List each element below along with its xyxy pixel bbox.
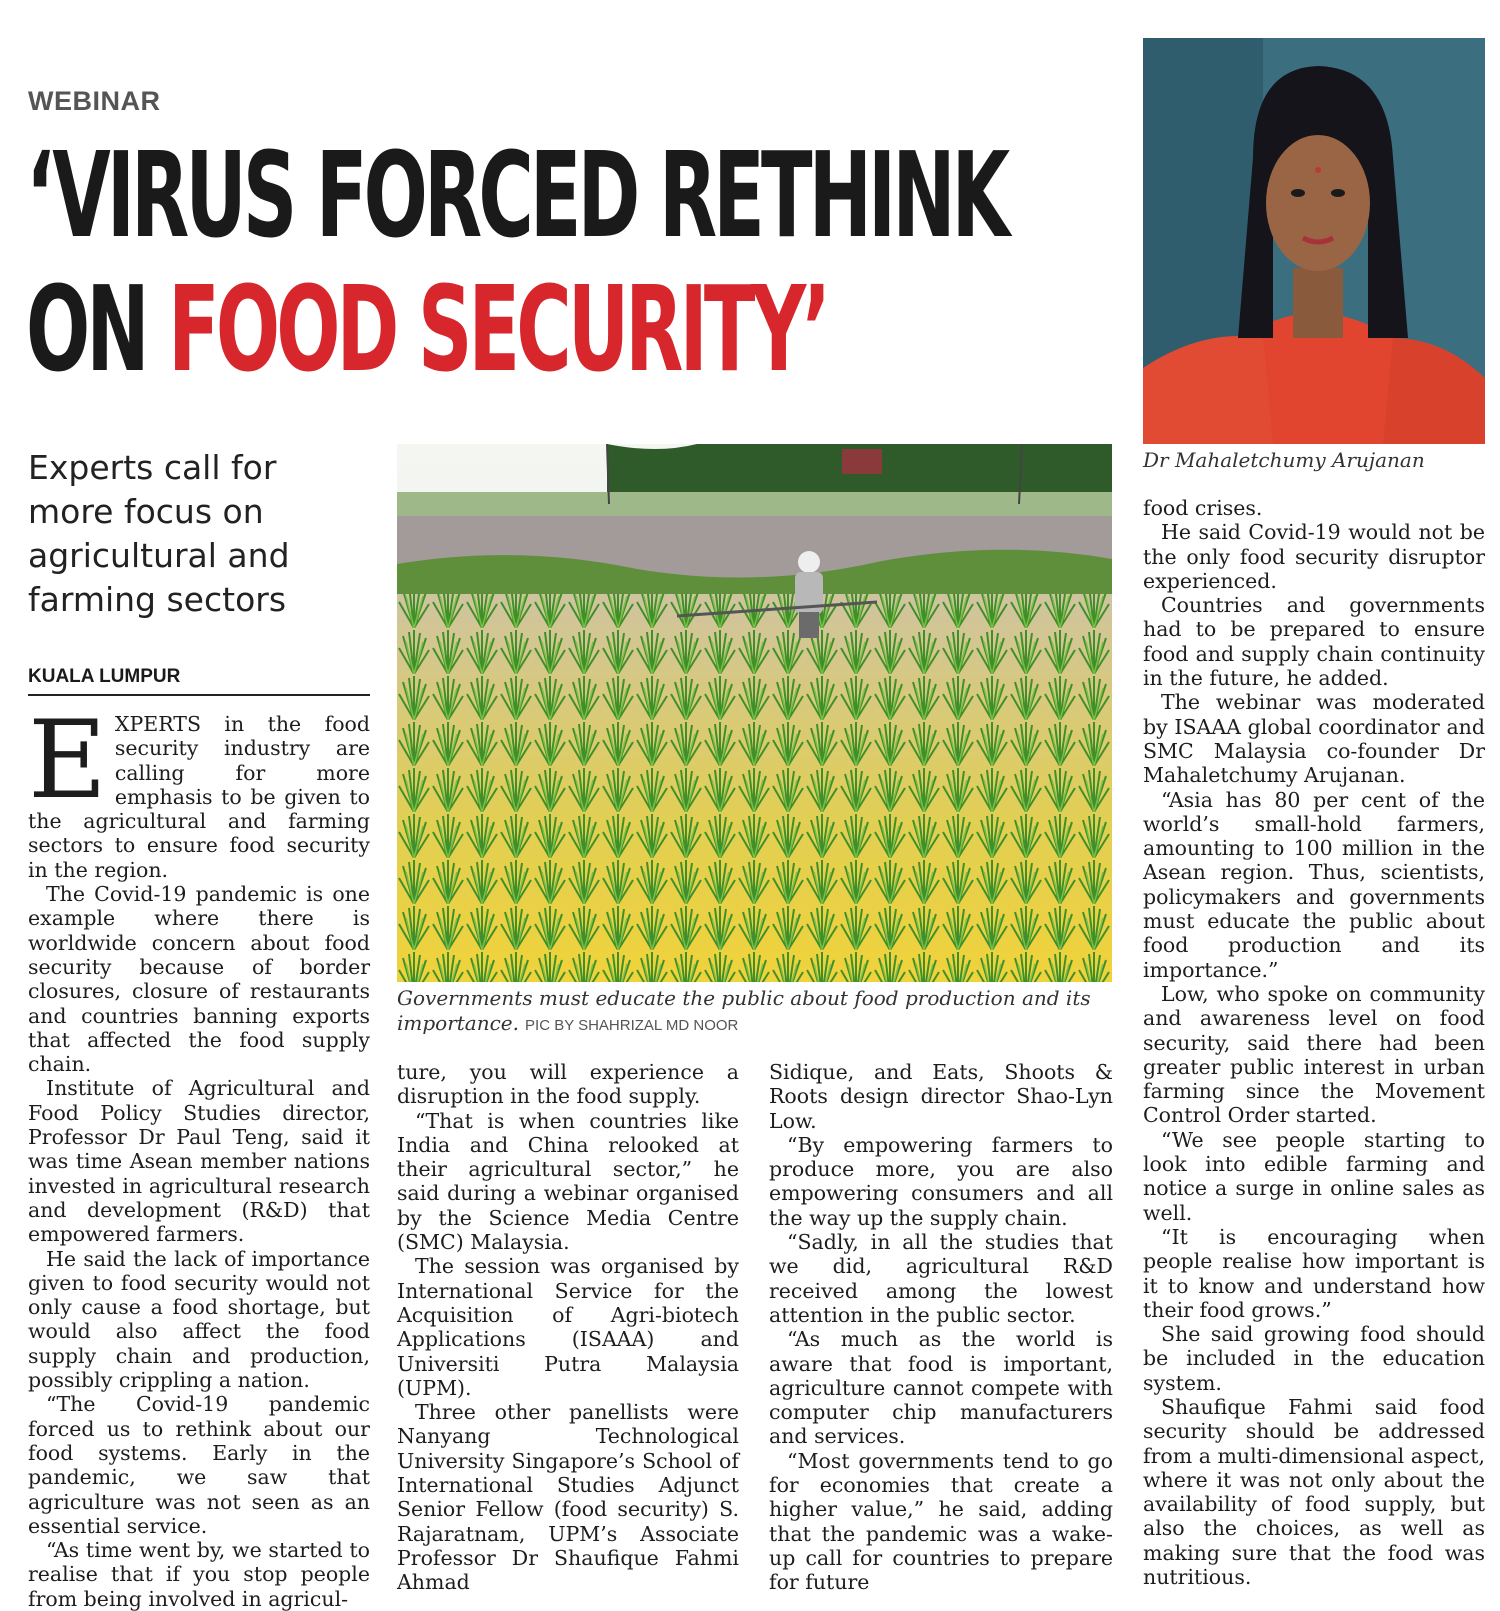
body-column-4	[1143, 496, 1485, 1589]
lead-text: XPERTS in the food security industry are calling for more emphasis to be given to the agricultural and farming sectors to ensure food security in the region.	[28, 712, 370, 882]
headline-line-1: ‘VIRUS FORCED RETHINK	[26, 126, 1007, 264]
paragraph: Institute of Agricultural and Food Policy Studies director, Professor Dr Paul Teng, said it was time Asean member nations invested in agricultural research and development (R&D) that empowered farmers.	[28, 1076, 370, 1247]
rice-field-illustration	[397, 444, 1112, 982]
paragraph: “We see people starting to look into edible farming and notice a surge in online sales as well.	[1143, 1127, 1485, 1225]
paragraph: “As time went by, we started to realise that if you stop people from being involved in agricul-	[28, 1538, 370, 1611]
portrait-caption: Dr Mahaletchumy Arujanan	[1143, 448, 1425, 472]
dateline: KUALA LUMPUR	[28, 666, 370, 696]
section-kicker: WEBINAR	[28, 86, 161, 116]
paragraph: The webinar was moderated by ISAAA global coordinator and SMC Malaysia co-founder Dr Mahaletchumy Arujanan.	[1143, 690, 1485, 788]
paragraph: “Sadly, in all the studies that we did, agricultural R&D received among the lowest attention in the public sector.	[769, 1230, 1113, 1327]
paragraph: Countries and governments had to be prepared to ensure food and supply chain continuity in the future, he added.	[1143, 593, 1485, 691]
body-column-3	[769, 1060, 1113, 1595]
paragraph: “As much as the world is aware that food is important, agriculture cannot compete with computer chip manufacturers and services.	[769, 1327, 1113, 1449]
paragraph: ture, you will experience a disruption in the food supply.	[397, 1060, 739, 1109]
headline-line-2	[26, 260, 828, 398]
paragraph: “The Covid-19 pandemic forced us to rethink about our food systems. Early in the pandemic, we saw that agriculture was not seen as an essential service.	[28, 1392, 370, 1538]
paragraph: She said growing food should be included in the education system.	[1143, 1322, 1485, 1395]
paragraph: Three other panellists were Nanyang Technological University Singapore’s School of International Studies Adjunct Senior Fellow (food security) S. Rajaratnam, UPM’s Associate Professor Dr Shaufique Fahmi Ahmad	[397, 1400, 739, 1595]
photo-caption	[397, 986, 1112, 1038]
paragraph: food crises.	[1143, 496, 1263, 520]
rice-field-photo	[397, 444, 1112, 982]
headline	[26, 126, 1007, 398]
headline-line-2-red: FOOD SECURITY’	[168, 260, 828, 398]
paragraph: The Covid-19 pandemic is one example where there is worldwide concern about food security because of border closures, closure of restaurants and countries banning exports that affected the food supply chain.	[28, 882, 370, 1077]
subheadline: Experts call for more focus on agricultural and farming sectors	[28, 448, 290, 619]
paragraph: “Asia has 80 per cent of the world’s small-hold farmers, amounting to 100 million in the Asean region. Thus, scientists, policymakers and governments must educate the public about food production and its importance.”	[1143, 787, 1485, 982]
paragraph: “It is encouraging when people realise how important is it to know and understand how their food grows.”	[1143, 1224, 1485, 1322]
body-column-2	[397, 1060, 739, 1595]
paragraph: He said Covid-19 would not be the only food security disruptor experienced.	[1143, 520, 1485, 593]
photo-caption-text: Governments must educate the public about food production and its importance.	[397, 986, 1091, 1035]
portrait-photo	[1143, 38, 1485, 444]
drop-cap: E	[28, 698, 107, 823]
paragraph: He said the lack of importance given to food security would not only cause a food shortage, but would also affect the food supply chain and production, possibly crippling a nation.	[28, 1246, 370, 1393]
paragraph: Low, who spoke on community and awareness level on food security, said there had been greater public interest in urban farming since the Movement Control Order started.	[1143, 981, 1485, 1128]
body-column-1	[28, 698, 370, 1611]
paragraph: “Most governments tend to go for economies that create a higher value,” he said, adding that the pandemic was a wake-up call for countries to prepare for future	[769, 1448, 1113, 1595]
paragraph: Sidique, and Eats, Shoots & Roots design director Shao-Lyn Low.	[769, 1060, 1113, 1133]
paragraph: Shaufique Fahmi said food security should be addressed from a multi-dimensional aspect, where it was not only about the availability of food supply, but also the choices, as well as making sure that the food was nutritious.	[1143, 1394, 1485, 1590]
headline-line-2-black: ON	[26, 260, 169, 398]
lead-paragraph	[28, 698, 370, 882]
paragraph: “That is when countries like India and China relooked at their agricultural sector,” he said during a webinar organised by the Science Media Centre (SMC) Malaysia.	[397, 1108, 739, 1255]
photo-credit: PIC BY SHAHRIZAL MD NOOR	[525, 1017, 739, 1034]
paragraph: “By empowering farmers to produce more, you are also empowering consumers and all the way up the supply chain.	[769, 1132, 1113, 1230]
paragraph: The session was organised by International Service for the Acquisition of Agri-biotech Applications (ISAAA) and Universiti Putra Malaysia (UPM).	[397, 1254, 739, 1400]
portrait-illustration	[1143, 38, 1485, 444]
